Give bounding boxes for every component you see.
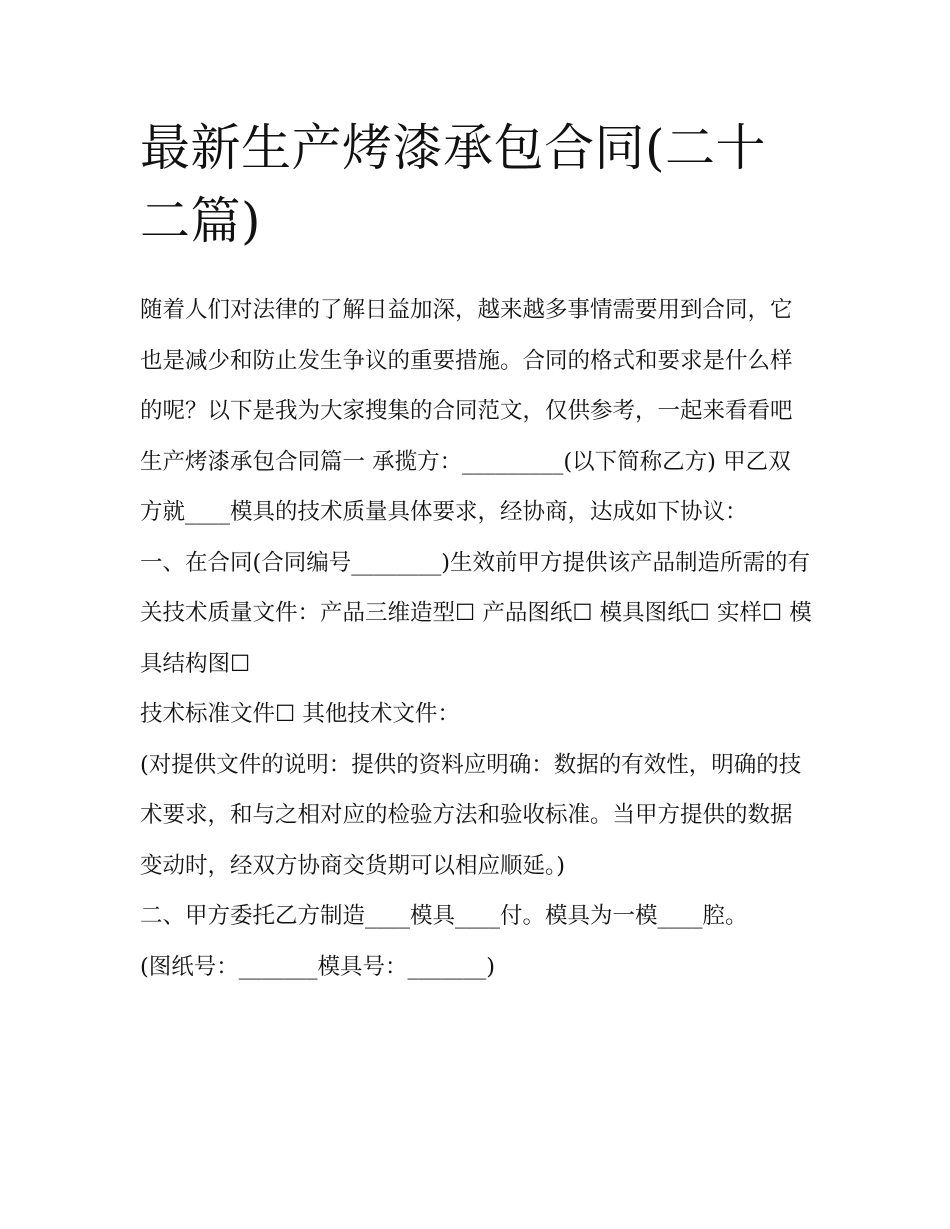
clause-two-paragraph: 二、甲方委托乙方制造____模具____付。模具为一模____腔。 [140,903,748,929]
documents-note-paragraph: (对提供文件的说明：提供的资料应明确：数据的有效性，明确的技术要求，和与之相对应的检验方法和验收标准。当甲方提供的数据变动时，经双方协商交货期可以相应顺延。) [140,751,802,879]
document-title: 最新生产烤漆承包合同(二十二篇) [140,119,767,250]
drawing-number-paragraph: (图纸号：_______模具号：_______) [140,953,496,980]
technical-documents-paragraph: 技术标准文件☐ 其他技术文件： [140,701,460,727]
clause-one-paragraph: 一、在合同(合同编号________)生效前甲方提供该产品制造所需的有关技术质量文件：产品三维造型☐ 产品图纸☐ 模具图纸☐ 实样☐ 模具结构图☐ [140,549,812,677]
document-page [140,112,812,992]
intro-paragraph: 随着人们对法律的了解日益加深，越来越多事情需要用到合同，它也是减少和防止发生争议的重要措施。合同的格式和要求是什么样的呢？以下是我为大家搜集的合同范文，仅供参考，一起来看看吧 [140,297,793,424]
contract-parties-paragraph: 生产烤漆承包合同篇一 承揽方：_________(以下简称乙方) 甲乙双方就____模具的技术质量具体要求，经协商，达成如下协议： [140,448,791,525]
